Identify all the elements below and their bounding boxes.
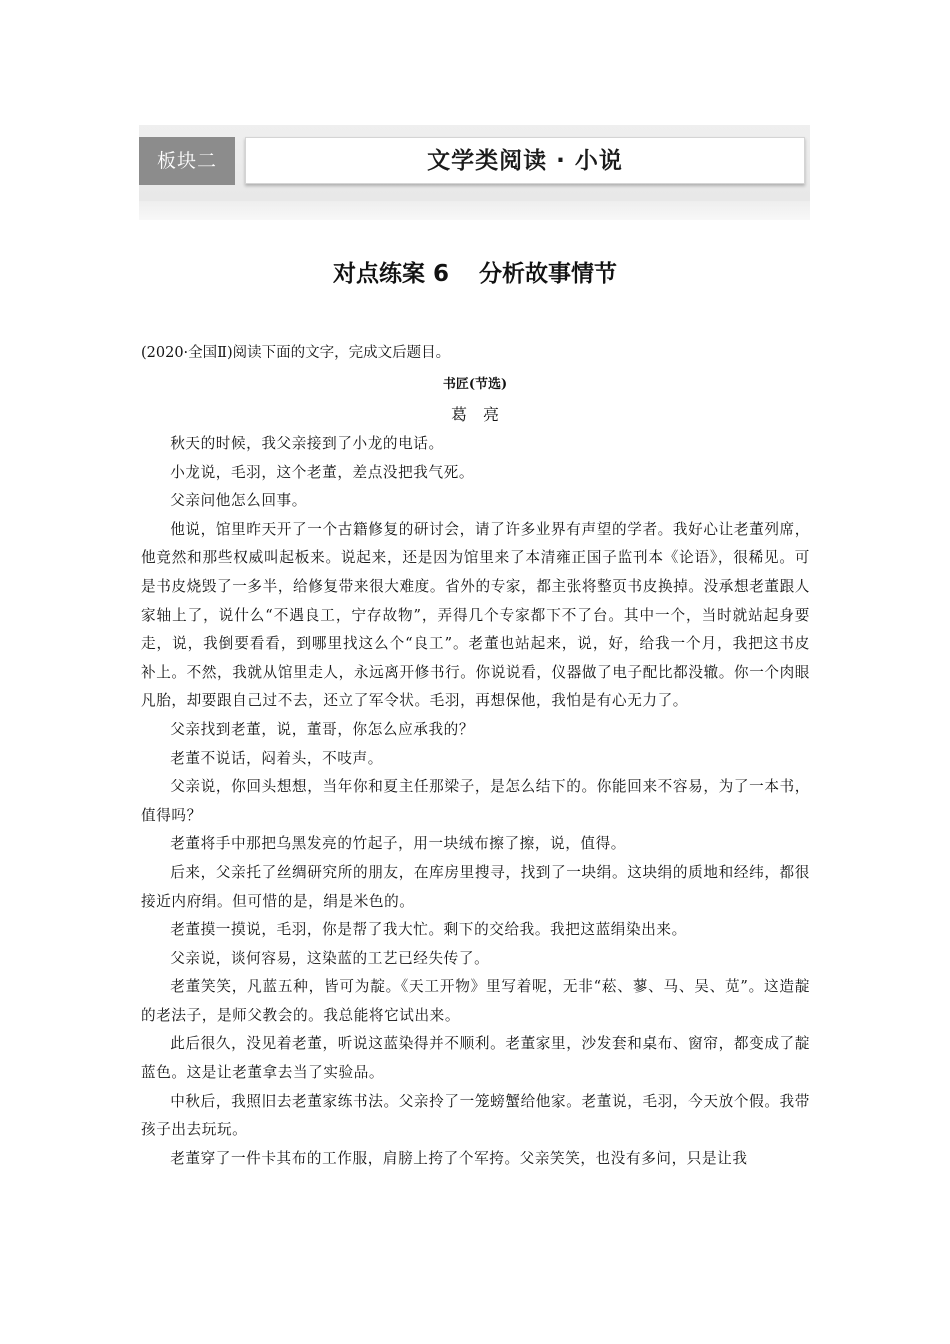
- paragraph: 老董笑笑，凡蓝五种，皆可为靛。《天工开物》里写着呢，无非“菘、蓼、马、吴、苋”。这造靛的老法子，是师父教会的。我总能将它试出来。: [141, 978, 810, 1024]
- paragraph: 此后很久，没见着老董，听说这蓝染得并不顺利。老董家里，沙发套和桌布、窗帘，都变成了靛蓝色。这是让老董拿去当了实验品。: [141, 1035, 810, 1082]
- banner-title-box: [245, 137, 805, 184]
- paragraph: 老董穿了一件卡其布的工作服，肩膀上挎了个军挎。父亲笑笑，也没有多问，只是让我: [170, 1149, 748, 1167]
- header-banner: [139, 125, 810, 220]
- story-title: 书匠(节选): [442, 377, 508, 392]
- paragraph: 父亲说，谈何容易，这染蓝的工艺已经失传了。: [170, 949, 490, 967]
- question-instruction: (2020·全国Ⅱ)阅读下面的文字，完成文后题目。: [141, 345, 451, 361]
- section-title: [0, 256, 950, 292]
- paragraph: 老董不说话，闷着头，不吱声。: [170, 749, 383, 767]
- banner-tag: 板块二: [139, 137, 235, 185]
- paragraph: 后来，父亲托了丝绸研究所的朋友，在库房里搜寻，找到了一块绢。这块绢的质地和经纬，都很接近内府绢。但可惜的是，绢是米色的。: [141, 863, 810, 910]
- story-author: 葛亮: [450, 405, 515, 424]
- paragraph: 中秋后，我照旧去老董家练书法。父亲拎了一笼螃蟹给他家。老董说，毛羽，今天放个假。我带孩子出去玩玩。: [141, 1092, 810, 1139]
- paragraph: 小龙说，毛羽，这个老董，差点没把我气死。: [170, 463, 475, 481]
- paragraph: 父亲问他怎么回事。: [170, 492, 307, 510]
- paragraph: 他说，馆里昨天开了一个古籍修复的研讨会，请了许多业界有声望的学者。我好心让老董列席，他竟然和那些权威叫起板来。说起来，还是因为馆里来了本清雍正国子监刊本《论语》，很稀见。可是书皮烧毁了一多半，给修复带来很大难度。省外的专家，都主张将整页书皮换掉。没承想老董跟人家轴上了，说什么“不遇良工，宁存故物”，弄得几个专家都下不了台。其中一个，当时就站起身要走，说，我倒要看看，到哪里找这么个“良工”。老董也站起来，说，好，给我一个月，我把这书皮补上。不然，我就从馆里走人，永远离开修书行。你说说看，仪器做了电子配比都没辙。你一个肉眼凡胎，却要跟自己过不去，还立了军令状。毛羽，再想保他，我怕是有心无力了。: [141, 520, 810, 710]
- paragraph: 秋天的时候，我父亲接到了小龙的电话。: [170, 435, 444, 452]
- paragraph: 父亲找到老董，说，董哥，你怎么应承我的？: [170, 720, 475, 738]
- banner-title: 文学类阅读 · 小说: [427, 148, 623, 174]
- paragraph: 父亲说，你回头想想，当年你和夏主任那梁子，是怎么结下的。你能回来不容易，为了一本书，值得吗？: [141, 778, 810, 824]
- article-body: [141, 430, 810, 1173]
- section-title-left: 对点练案 6: [332, 261, 449, 287]
- paragraph: 老董将手中那把乌黑发亮的竹起子，用一块绒布擦了擦，说，值得。: [170, 835, 627, 853]
- section-title-right: 分析故事情节: [479, 261, 617, 287]
- paragraph: 老董摸一摸说，毛羽，你是帮了我大忙。剩下的交给我。我把这蓝绢染出来。: [170, 921, 687, 939]
- banner-shade: [139, 201, 810, 220]
